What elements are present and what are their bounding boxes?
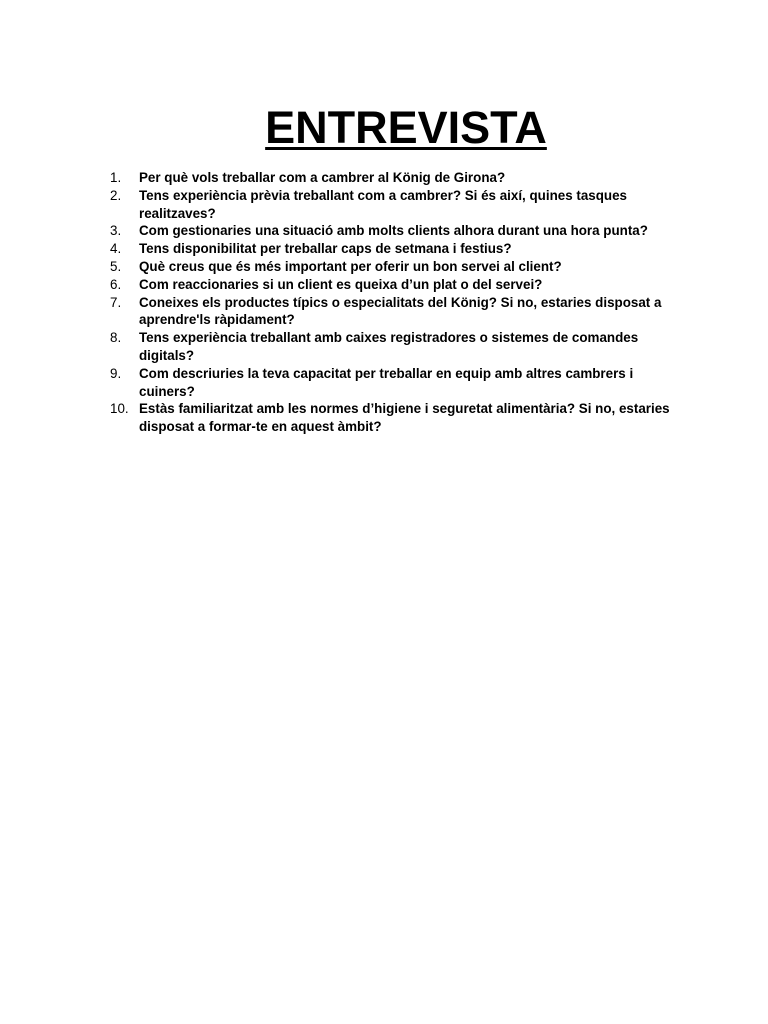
list-item	[110, 400, 670, 436]
question-number: 9.	[110, 365, 122, 381]
question-number: 2.	[110, 187, 122, 203]
question-number: 4.	[110, 241, 122, 257]
question-text: Coneixes els productes típics o especialitats del König? Si no, estaries disposat a aprendre'ls ràpidament?	[139, 294, 662, 328]
list-item	[110, 365, 670, 401]
list-item	[110, 329, 670, 365]
question-number: 3.	[110, 223, 122, 239]
question-number: 8.	[110, 330, 122, 346]
question-text: Què creus que és més important per oferir un bon servei al client?	[139, 258, 562, 274]
question-text: Com reaccionaries si un client es queixa d’un plat o del servei?	[139, 276, 543, 292]
question-number: 7.	[110, 294, 122, 310]
question-list	[110, 169, 670, 436]
question-text: Tens experiència prèvia treballant com a cambrer? Si és així, quines tasques realitzaves?	[139, 187, 627, 221]
list-item	[110, 240, 670, 258]
question-text: Com gestionaries una situació amb molts clients alhora durant una hora punta?	[139, 223, 648, 239]
question-text: Estàs familiaritzat amb les normes d’higiene i seguretat alimentària? Si no, estaries disposat a formar-te en aquest àmbit?	[139, 401, 670, 435]
question-text: Tens experiència treballant amb caixes registradores o sistemes de comandes digitals?	[139, 330, 639, 363]
question-text: Per què vols treballar com a cambrer al König de Girona?	[139, 170, 506, 185]
question-number: 1.	[110, 170, 122, 185]
list-item	[110, 187, 670, 223]
question-text: Tens disponibilitat per treballar caps de setmana i festius?	[139, 241, 512, 257]
list-item	[110, 258, 670, 276]
list-item	[110, 294, 670, 330]
question-text: Com descriuries la teva capacitat per treballar en equip amb altres cambrers i cuiners?	[139, 365, 634, 399]
list-item	[110, 169, 670, 187]
question-number: 10.	[110, 401, 129, 417]
question-number: 5.	[110, 258, 122, 274]
page-title: ENTREVISTA	[265, 102, 547, 153]
list-item	[110, 222, 670, 240]
list-item	[110, 276, 670, 294]
question-number: 6.	[110, 276, 122, 292]
